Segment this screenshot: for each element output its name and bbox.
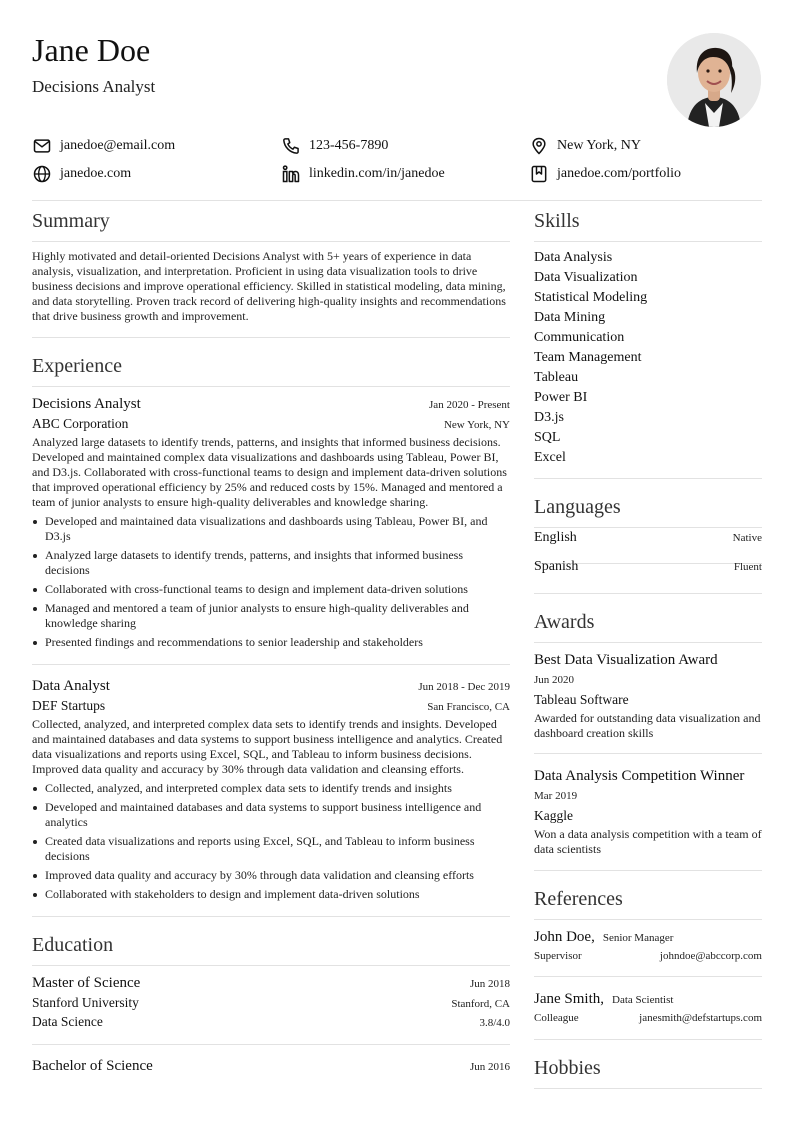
award-entry	[534, 767, 762, 857]
job-date: Jun 2018 - Dec 2019	[418, 681, 510, 693]
languages-heading: Languages	[534, 496, 621, 518]
job-bullet: Developed and maintained data visualizations and dashboards using Tableau, Power BI, and D3.js	[45, 514, 510, 544]
job-bullet: Collaborated with cross-functional teams to design and implement data-driven solutions	[45, 582, 510, 597]
contact-location-text: New York, NY	[557, 138, 642, 153]
skill-item: Excel	[534, 450, 566, 465]
job-bullet: Created data visualizations and reports using Excel, SQL, and Tableau to inform business decisions	[45, 834, 510, 864]
edu-degree: Master of Science	[32, 975, 141, 991]
mail-icon	[32, 136, 52, 156]
education-divider	[32, 965, 510, 966]
reference-email[interactable]: johndoe@abccorp.com	[659, 950, 762, 962]
skills-list	[534, 248, 762, 468]
job-description: Analyzed large datasets to identify trends, patterns, and insights that informed business decisions. Developed and maintained complex data visualizations and dashboards using Tableau, Power BI, and D3.js. Collaborated with cross-functional teams to design and implement data-driven solutions that improved operational efficiency by 25% and reduced costs by 15%. Managed and mentored a team of junior analysts to ensure high-quality deliverables and knowledge sharing.	[32, 435, 507, 509]
edu-date: Jun 2016	[469, 1061, 510, 1073]
education-entry	[32, 1057, 510, 1075]
references-heading: References	[534, 888, 623, 910]
edu-field: Data Science	[32, 1014, 103, 1029]
globe-icon	[32, 164, 52, 184]
hobbies-divider	[534, 1088, 762, 1089]
contact-linkedin-text: linkedin.com/in/janedoe	[309, 166, 445, 181]
location-icon	[529, 136, 549, 156]
portfolio-icon	[529, 164, 549, 184]
job-bullets	[32, 781, 510, 902]
job-description: Collected, analyzed, and interpreted complex data sets to identify trends and insights. Developed and maintained databases and data systems to support business intelligence and analytics. Created data visualizations and reports using Excel, SQL, and Tableau to inform business decisions. Improved data quality and accuracy by 30% through data validation and cleansing efforts.	[32, 717, 503, 776]
header-divider	[32, 200, 762, 201]
language-level: Native	[732, 532, 762, 544]
languages-list	[534, 559, 762, 587]
job-location: San Francisco, CA	[427, 701, 510, 713]
reference-entry	[534, 990, 762, 1024]
contact-website[interactable]	[32, 163, 131, 185]
reference-divider	[534, 976, 762, 977]
references-end-divider	[534, 1039, 762, 1040]
contact-phone[interactable]	[281, 135, 388, 157]
reference-email[interactable]: janesmith@defstartups.com	[639, 1012, 762, 1024]
job-bullet: Analyzed large datasets to identify trends, patterns, and insights that informed business decisions	[45, 548, 510, 578]
award-description: Won a data analysis competition with a team of data scientists	[534, 827, 762, 856]
language-name: Spanish	[534, 559, 579, 574]
contact-linkedin[interactable]	[281, 163, 445, 185]
skill-item: SQL	[534, 430, 561, 445]
skill-item: Tableau	[534, 370, 579, 385]
language-item	[534, 530, 762, 558]
experience-end-divider	[32, 916, 510, 917]
job-date: Jan 2020 - Present	[429, 399, 510, 411]
job-bullet: Improved data quality and accuracy by 30% through data validation and cleansing efforts	[45, 868, 510, 883]
job-bullet: Managed and mentored a team of junior analysts to ensure high-quality deliverables and knowledge sharing	[45, 601, 510, 631]
contact-portfolio[interactable]	[529, 163, 681, 185]
job-role: Decisions Analyst	[32, 396, 141, 412]
linkedin-icon	[281, 164, 301, 184]
skills-end-divider	[534, 478, 762, 479]
portrait-illustration	[667, 33, 761, 127]
summary-section	[32, 249, 510, 324]
skill-item: Communication	[534, 330, 625, 345]
skill-item: Statistical Modeling	[534, 290, 648, 305]
award-org: Tableau Software	[534, 692, 629, 707]
contact-website-text: janedoe.com	[60, 166, 132, 181]
languages-end-divider	[534, 593, 762, 594]
phone-icon	[281, 136, 301, 156]
contact-email[interactable]	[32, 135, 175, 157]
education-entry	[32, 974, 510, 1030]
job-company: ABC Corporation	[32, 416, 129, 431]
job-bullet: Collaborated with stakeholders to design and implement data-driven solutions	[45, 887, 510, 902]
contact-phone-text: 123-456-7890	[309, 138, 389, 153]
edu-location: Stanford, CA	[451, 998, 510, 1010]
contact-location	[529, 135, 641, 157]
job-entry	[32, 395, 510, 654]
summary-divider	[32, 241, 510, 242]
job-bullet: Presented findings and recommendations to senior leadership and stakeholders	[45, 635, 510, 650]
reference-relation: Supervisor	[534, 950, 582, 962]
skill-item: Team Management	[534, 350, 642, 365]
experience-divider	[32, 386, 510, 387]
reference-role: Senior Manager	[602, 932, 674, 944]
reference-name: Jane Smith,	[534, 991, 604, 1007]
awards-end-divider	[534, 870, 762, 871]
reference-role: Data Scientist	[612, 994, 674, 1006]
language-level: Fluent	[733, 561, 762, 573]
job-bullet: Collected, analyzed, and interpreted complex data sets to identify trends and insights	[45, 781, 510, 796]
skills-heading: Skills	[534, 210, 580, 232]
job-bullet: Developed and maintained databases and data systems to support business intelligence and analytics	[45, 800, 510, 830]
award-title: Data Analysis Competition Winner	[534, 768, 745, 784]
references-divider	[534, 919, 762, 920]
skill-item: Data Analysis	[534, 250, 613, 265]
awards-divider	[534, 642, 762, 643]
reference-name: John Doe,	[534, 929, 595, 945]
job-bullets	[32, 514, 510, 650]
summary-end-divider	[32, 337, 510, 338]
summary-text: Highly motivated and detail-oriented Decisions Analyst with 5+ years of experience in data analysis, visualization, and interpretation. Proficient in using data visualization tools to drive business decisions and improve operational efficiency. Skilled in statistical modeling, data mining, and data storytelling. Proven track record of delivering high-quality insights and recommendations that drive business growth and improvement.	[32, 249, 506, 323]
candidate-title: Decisions Analyst	[32, 77, 156, 96]
reference-relation: Colleague	[534, 1012, 579, 1024]
education-heading: Education	[32, 934, 114, 956]
edu-gpa: 3.8/4.0	[479, 1017, 510, 1029]
award-org: Kaggle	[534, 808, 573, 823]
award-divider	[534, 753, 762, 754]
languages-list	[534, 530, 762, 558]
job-divider	[32, 664, 510, 665]
skill-item: D3.js	[534, 410, 564, 425]
job-company: DEF Startups	[32, 698, 106, 713]
job-entry	[32, 677, 510, 906]
experience-heading: Experience	[32, 355, 122, 377]
contact-portfolio-text: janedoe.com/portfolio	[557, 166, 682, 181]
edu-degree: Bachelor of Science	[32, 1058, 153, 1074]
award-title: Best Data Visualization Award	[534, 652, 718, 668]
reference-entry	[534, 928, 762, 962]
skill-item: Power BI	[534, 390, 588, 405]
award-entry	[534, 651, 762, 741]
job-location: New York, NY	[443, 419, 510, 431]
hobbies-heading: Hobbies	[534, 1057, 601, 1079]
language-item	[534, 559, 762, 587]
candidate-name: Jane Doe	[32, 32, 151, 68]
skill-item: Data Mining	[534, 310, 606, 325]
award-description: Awarded for outstanding data visualization and dashboard creation skills	[534, 711, 761, 740]
edu-date: Jun 2018	[469, 978, 510, 990]
award-date: Mar 2019	[534, 790, 578, 802]
profile-photo	[667, 33, 761, 127]
summary-heading: Summary	[32, 210, 110, 232]
education-item-divider	[32, 1044, 510, 1045]
skills-divider	[534, 241, 762, 242]
award-date: Jun 2020	[534, 674, 575, 686]
languages-divider	[534, 527, 762, 528]
awards-heading: Awards	[534, 611, 595, 633]
skill-item: Data Visualization	[534, 270, 638, 285]
language-name: English	[534, 530, 577, 545]
job-role: Data Analyst	[32, 678, 110, 694]
edu-school: Stanford University	[32, 995, 139, 1010]
contact-email-text: janedoe@email.com	[60, 138, 176, 153]
